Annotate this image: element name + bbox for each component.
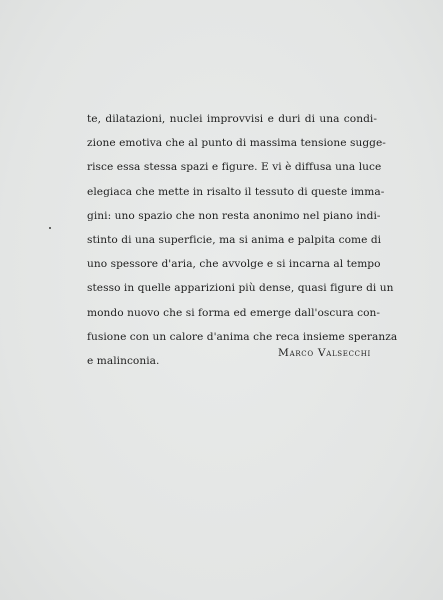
text-line: mondo nuovo che si forma ed emerge dall'oscura con- xyxy=(87,306,381,319)
text-line: gini: uno spazio che non resta anonimo nel piano indi- xyxy=(87,209,381,222)
text-line: stinto di una superficie, ma si anima e palpita come di xyxy=(87,233,382,246)
text-line: e malinconia. xyxy=(87,354,160,367)
text-line: stesso in quelle apparizioni più dense, quasi figure di un xyxy=(87,282,394,295)
text-line: te, dilatazioni, nuclei improvvisi e duri di una condi- xyxy=(87,113,377,125)
text-line: risce essa stessa spazi e figure. E vi è diffusa una luce xyxy=(87,161,382,174)
body-text xyxy=(87,107,398,373)
author-signature: Marco Valsecchi xyxy=(278,347,371,359)
text-line: uno spessore d'aria, che avvolge e si incarna al tempo xyxy=(87,258,381,271)
text-line: elegiaca che mette in risalto il tessuto di queste imma- xyxy=(87,185,385,198)
text-line: zione emotiva che al punto di massima tensione sugge- xyxy=(87,137,386,150)
paper-speck xyxy=(49,227,51,229)
text-line: fusione con un calore d'anima che reca insieme speranza xyxy=(87,330,398,343)
